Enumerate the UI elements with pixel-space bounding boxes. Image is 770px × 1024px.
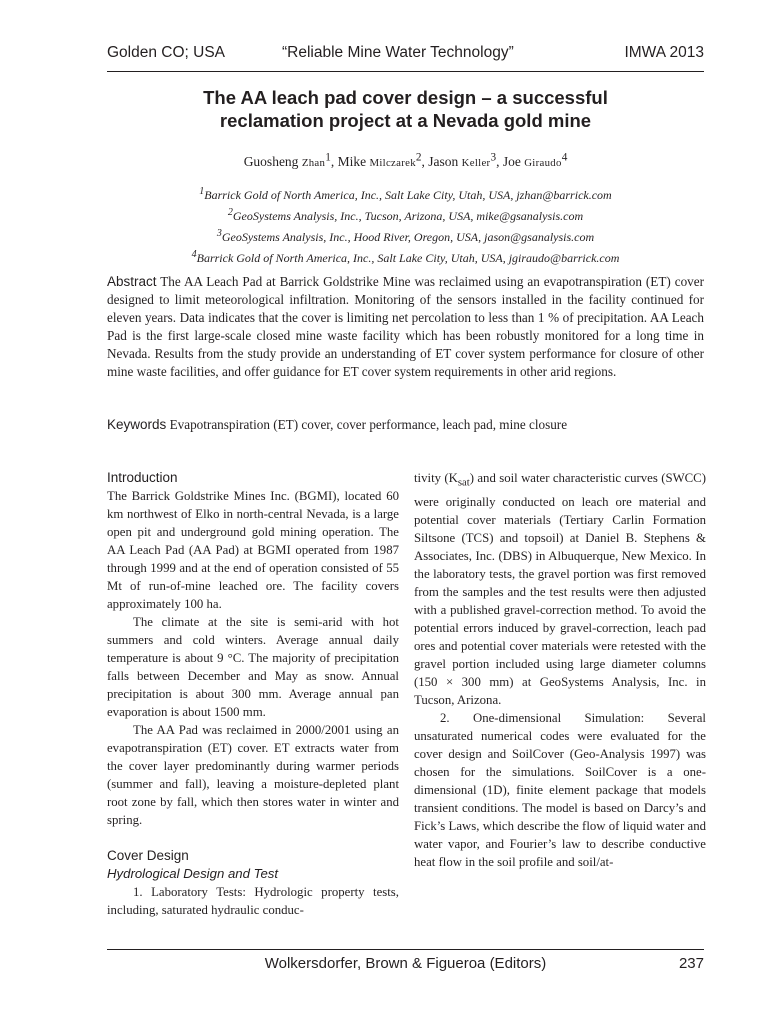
author-list xyxy=(107,148,704,172)
section-heading-cover-design: Cover Design xyxy=(107,848,189,863)
author: Mike Milczarek$^2$, xyxy=(337,151,429,169)
subsection-heading-hydrological: Hydrological Design and Test xyxy=(107,866,279,881)
keywords xyxy=(107,416,704,434)
section-heading-introduction: Introduction xyxy=(107,470,178,485)
running-footer xyxy=(107,955,704,977)
page-number: 237 xyxy=(678,955,704,972)
header-rule xyxy=(107,71,704,72)
abstract xyxy=(107,273,704,381)
author: Guosheng Zhan$^1$, xyxy=(243,151,338,169)
abstract-text: The AA Leach Pad at Barrick Goldstrike Mine was reclaimed using an evapotranspiration (ET) cover designed to limit meteorological infiltration. Monitoring of the sensors installed in the facility continued for eleven years. Data indicates that the cover is limiting net percolation to less than 1 % of precipitation. AA Leach Pad is the first large-scale closed mine waste facility which has been robustly monitored for a long time in Nevada. Results from the study provide an understanding of ET cover system performance for closure of other mine waste facilities, and offer guidance for ET cover system requirements in other arid regions. xyxy=(107,274,704,379)
affiliation-list xyxy=(107,183,704,267)
paragraph: The Barrick Goldstrike Mines Inc. (BGMI), located 60 km northwest of Elko in north-central Nevada, is a large open pit and underground gold mining operation. The AA Leach Pad (AA Pad) at BGMI operated from 1987 through 1999 and at the end of operation consisted of 55 Mt of run-of-mine leached ore. The facility covers approximately 100 ha. xyxy=(107,489,399,611)
title-line-2: reclamation project at a Nevada gold mine xyxy=(219,110,592,131)
footer-editors: Wolkersdorfer, Brown & Figueroa (Editors) xyxy=(264,955,547,972)
paragraph-continued: tivity $(K_{sat})$ and soil water characteristic curves (SWCC) were originally conducted on leach ore material and potential cover materials (Tertiary Carlin Formation Siltsone (TCS) and topsoil) at Daniel B. Stephens & Associates, Inc. (DBS) in Albuquerque, New Mexico. In the laboratory tests, the gravel portion was first removed from the samples and the test results were then adjusted with a published gravel-correction method. To avoid the potential errors induced by gravel-correction, leach pad ores and potential cover materials were retested with the gravel portion included using large diameter columns (150 × 300 mm) at GeoSystems Analysis, Inc. in Tucson, Arizona. xyxy=(414,471,706,707)
author: Jason Keller$^3$, xyxy=(428,151,503,169)
paragraph: 2. One-dimensional Simulation: Several unsaturated numerical codes were evaluated for the cover design and SoilCover (Geo-Analysis 1997) was chosen for the simulations. SoilCover is a one-dimensional (1D), finite element package that models transient conditions. The model is based on Darcy’s and Fick’s Laws, which describe the flow of liquid water and water vapor, and Fourier’s law to describe conductive heat flow in the soil profile and soil/at- xyxy=(414,710,706,869)
footer-rule xyxy=(107,949,704,950)
body-column-left xyxy=(107,469,399,919)
affiliation: $^2$GeoSystems Analysis, Inc., Tucson, Arizona, USA, mike@gsanalysis.com xyxy=(227,207,584,223)
keywords-text: Evapotranspiration (ET) cover, cover performance, leach pad, mine closure xyxy=(169,417,568,432)
ksat-subscript: sat xyxy=(457,477,470,489)
affiliation: $^3$GeoSystems Analysis, Inc., Hood River, Oregon, USA, jason@gsanalysis.com xyxy=(216,228,595,244)
abstract-label: Abstract xyxy=(107,274,157,289)
paragraph: The AA Pad was reclaimed in 2000/2001 using an evapotranspiration (ET) cover. ET extracts water from the cover layer predominantly during warmer periods (summer and fall), leaving a moisture-depleted plant root zone by fall, which then stores water in winter and spring. xyxy=(107,723,399,827)
running-header xyxy=(107,44,704,66)
header-conference-title: “Reliable Mine Water Technology” xyxy=(282,44,514,61)
header-conference: IMWA 2013 xyxy=(624,44,704,61)
author: Joe Giraudo$^4$ xyxy=(502,151,568,169)
paragraph: 1. Laboratory Tests: Hydrologic property tests, including, saturated hydraulic conduc- xyxy=(107,885,399,917)
affiliation: $^1$Barrick Gold of North America, Inc., Salt Lake City, Utah, USA, jzhan@barrick.com xyxy=(199,186,612,202)
paper-title xyxy=(107,86,704,132)
affiliation: $^4$Barrick Gold of North America, Inc., Salt Lake City, Utah, USA, jgiraudo@barrick.com xyxy=(191,249,620,265)
header-location: Golden CO; USA xyxy=(107,44,226,61)
title-line-1: The AA leach pad cover design – a successful xyxy=(203,87,608,108)
keywords-label: Keywords xyxy=(107,417,167,432)
body-column-right xyxy=(414,469,706,871)
paragraph: The climate at the site is semi-arid with hot summers and cold winters. Average annual daily temperature is about 9 °C. The majority of precipitation falls between December and May as snow. Annual precipitation is about 300 mm. Average annual pan evaporation is about 1500 mm. xyxy=(107,615,399,719)
